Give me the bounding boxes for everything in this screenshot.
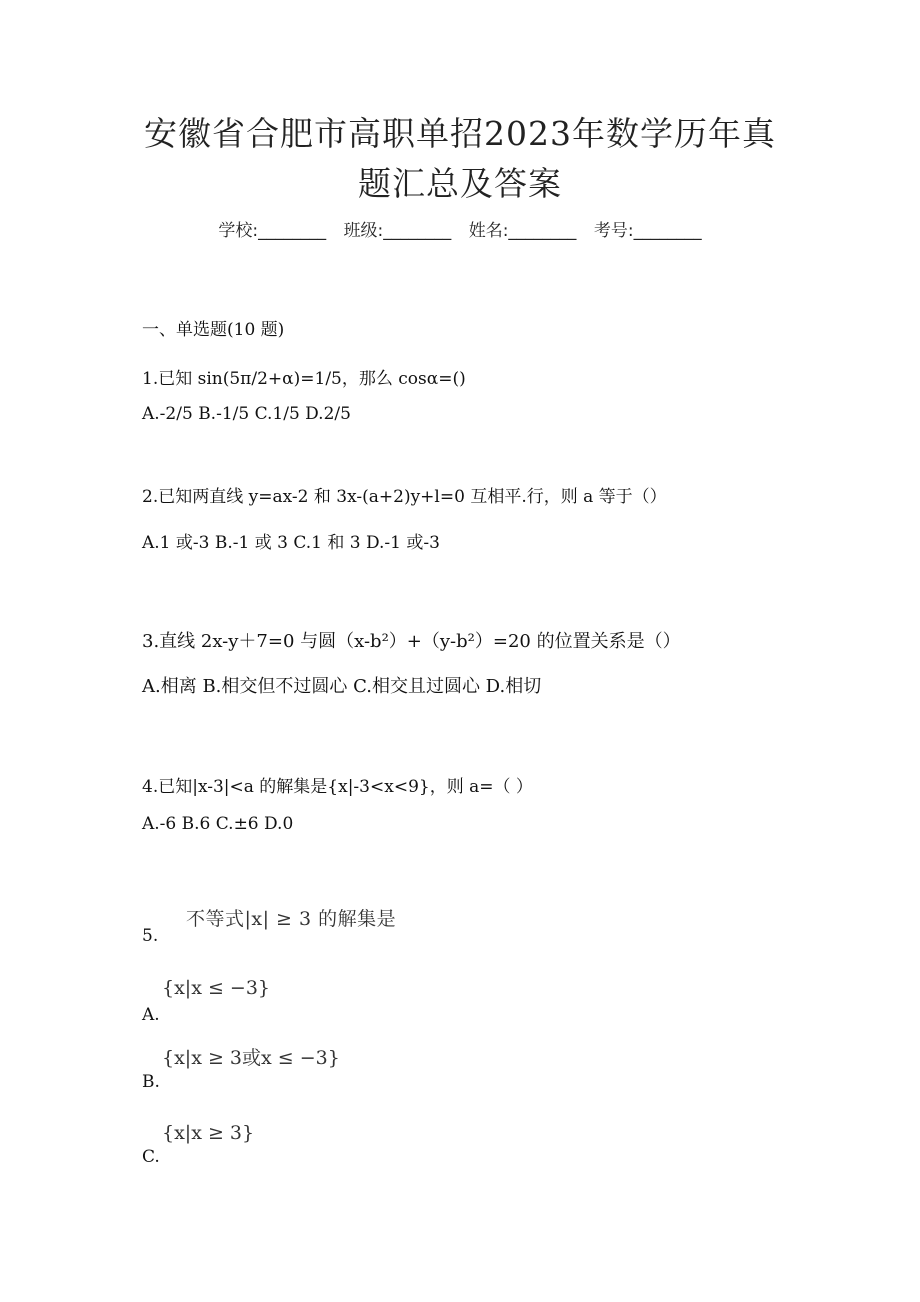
- question-3-options: A.相离 B.相交但不过圆心 C.相交且过圆心 D.相切: [142, 676, 542, 697]
- question-4-stem: 4.已知|x-3|<a 的解集是{x|-3<x<9}，则 a=（ ）: [142, 777, 533, 797]
- question-5-option-c-math: {x|x ≥ 3}: [162, 1122, 255, 1144]
- doc-title-line1: 安徽省合肥市高职单招2023年数学历年真: [144, 114, 776, 153]
- question-1-stem: 1.已知 sin(5π/2+α)=1/5，那么 cosα=(): [142, 369, 466, 389]
- question-4-options: A.-6 B.6 C.±6 D.0: [142, 814, 294, 834]
- exam-number-field: 考号:________: [593, 221, 702, 241]
- question-1-options: A.-2/5 B.-1/5 C.1/5 D.2/5: [142, 404, 351, 424]
- class-field: 班级:________: [343, 221, 452, 241]
- question-2-options: A.1 或-3 B.-1 或 3 C.1 和 3 D.-1 或-3: [142, 533, 440, 553]
- question-5-option-a-math: {x|x ≤ −3}: [162, 977, 271, 999]
- question-5-option-c-label: C.: [142, 1147, 160, 1167]
- question-3-stem: 3.直线 2x-y＋7=0 与圆（x-b²）+（y-b²）=20 的位置关系是（）: [142, 631, 681, 652]
- question-5-option-b-label: B.: [142, 1072, 160, 1092]
- doc-title-line2: 题汇总及答案: [358, 164, 562, 203]
- question-2-stem: 2.已知两直线 y=ax-2 和 3x-(a+2)y+l=0 互相平.行，则 a 等于（）: [142, 487, 667, 507]
- question-5-stem-image: 不等式|x| ≥ 3 的解集是: [186, 908, 397, 930]
- question-5-number: 5.: [142, 926, 159, 946]
- question-5-option-b-math: {x|x ≥ 3或x ≤ −3}: [162, 1047, 340, 1069]
- name-field: 姓名:________: [468, 221, 577, 241]
- section-heading: 一、单选题(10 题): [142, 320, 285, 340]
- question-5-option-a-label: A.: [142, 1005, 160, 1025]
- student-info-line: [0, 216, 920, 241]
- school-field: 学校:________: [218, 221, 327, 241]
